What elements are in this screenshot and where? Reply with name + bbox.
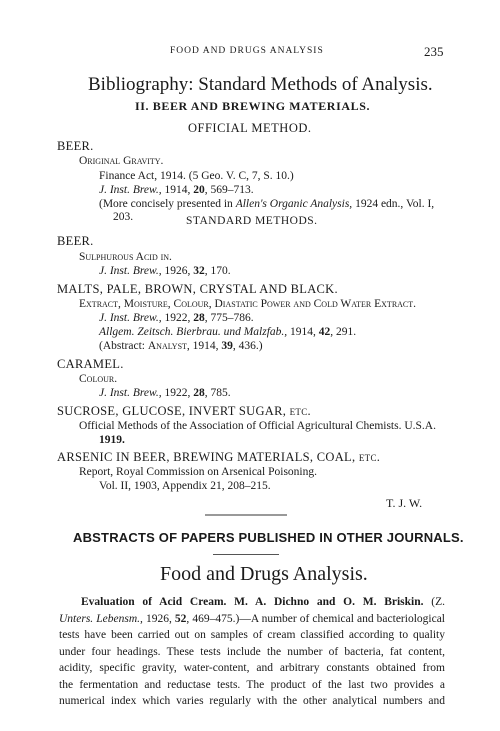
heading-underline xyxy=(213,554,279,555)
entry-heading-beer-official: BEER. xyxy=(57,139,94,153)
text-line: acidity, specific gravity, water-content, and arbitrary constants obtained from xyxy=(59,662,445,674)
section-title: Food and Drugs Analysis. xyxy=(160,563,368,585)
text-line: Evaluation of Acid Cream. M. A. Dichno and O. M. Briskin. (Z. xyxy=(81,596,445,608)
text-line: numerical index which varies regularly with the other analytical numbers and xyxy=(59,695,445,707)
standard-methods-heading: STANDARD METHODS. xyxy=(186,215,318,227)
reference-line: (Abstract: Analyst, 1914, 39, 436.) xyxy=(99,340,263,352)
entry-heading-malts: MALTS, PALE, BROWN, CRYSTAL AND BLACK. xyxy=(57,282,338,296)
reference-line: Vol. II, 1903, Appendix 21, 208–215. xyxy=(99,480,271,492)
bibliography-title: Bibliography: Standard Methods of Analysis. xyxy=(88,74,433,95)
reference-line: Allgem. Zeitsch. Bierbrau. und Malzfab., 1914, 42, 291. xyxy=(99,326,357,338)
entry-heading-beer: BEER. xyxy=(57,234,94,248)
abstract-paragraph xyxy=(59,594,445,710)
entry-subheading-original-gravity: Original Gravity. xyxy=(79,155,164,167)
entry-subheading-extract: Extract, Moisture, Colour, Diastatic Power and Cold Water Extract. xyxy=(79,298,417,310)
entry-subheading-colour: Colour. xyxy=(79,373,118,385)
text-line: tests have been carried out on samples of cream classified according to quality xyxy=(59,629,445,641)
bibliography-subtitle: II. BEER AND BREWING MATERIALS. xyxy=(135,99,371,113)
reference-line: 203. xyxy=(113,211,134,223)
author-initials: T. J. W. xyxy=(386,496,423,510)
page-number: 235 xyxy=(424,44,444,59)
section-divider xyxy=(205,514,287,516)
entry-subheading-sulphurous-acid: Sulphurous Acid in. xyxy=(79,251,172,263)
text-line: under four headings. These tests include the number of bacteria, fat content, xyxy=(59,645,445,658)
reference-line: J. Inst. Brew., 1922, 28, 785. xyxy=(99,387,231,399)
official-method-heading: OFFICIAL METHOD. xyxy=(188,121,312,135)
entry-heading-arsenic: ARSENIC IN BEER, BREWING MATERIALS, COAL, etc. xyxy=(57,450,381,464)
text-line: the fermentation and reductase tests. The product of the last two provides a xyxy=(59,678,445,691)
entry-heading-sucrose: SUCROSE, GLUCOSE, INVERT SUGAR, etc. xyxy=(57,404,311,418)
reference-line: Report, Royal Commission on Arsenical Poisoning. xyxy=(79,466,317,478)
abstracts-heading: ABSTRACTS OF PAPERS PUBLISHED IN OTHER JOURNALS. xyxy=(73,530,464,545)
reference-line: (More concisely presented in Allen's Organic Analysis, 1924 edn., Vol. I, xyxy=(99,198,435,210)
reference-line: 1919. xyxy=(99,434,125,446)
text-line: Unters. Lebensm., 1926, 52, 469–475.)—A number of chemical and bacteriological xyxy=(59,612,445,625)
reference-line: J. Inst. Brew., 1914, 20, 569–713. xyxy=(99,184,254,196)
reference-line: Official Methods of the Association of Official Agricultural Chemists. U.S.A. xyxy=(79,420,436,432)
reference-line: Finance Act, 1914. (5 Geo. V. C, 7, S. 10.) xyxy=(99,170,294,182)
running-title: FOOD AND DRUGS ANALYSIS xyxy=(170,46,324,56)
entry-heading-caramel: CARAMEL. xyxy=(57,357,124,371)
reference-line: J. Inst. Brew., 1922, 28, 775–786. xyxy=(99,312,254,324)
reference-line: J. Inst. Brew., 1926, 32, 170. xyxy=(99,265,231,277)
